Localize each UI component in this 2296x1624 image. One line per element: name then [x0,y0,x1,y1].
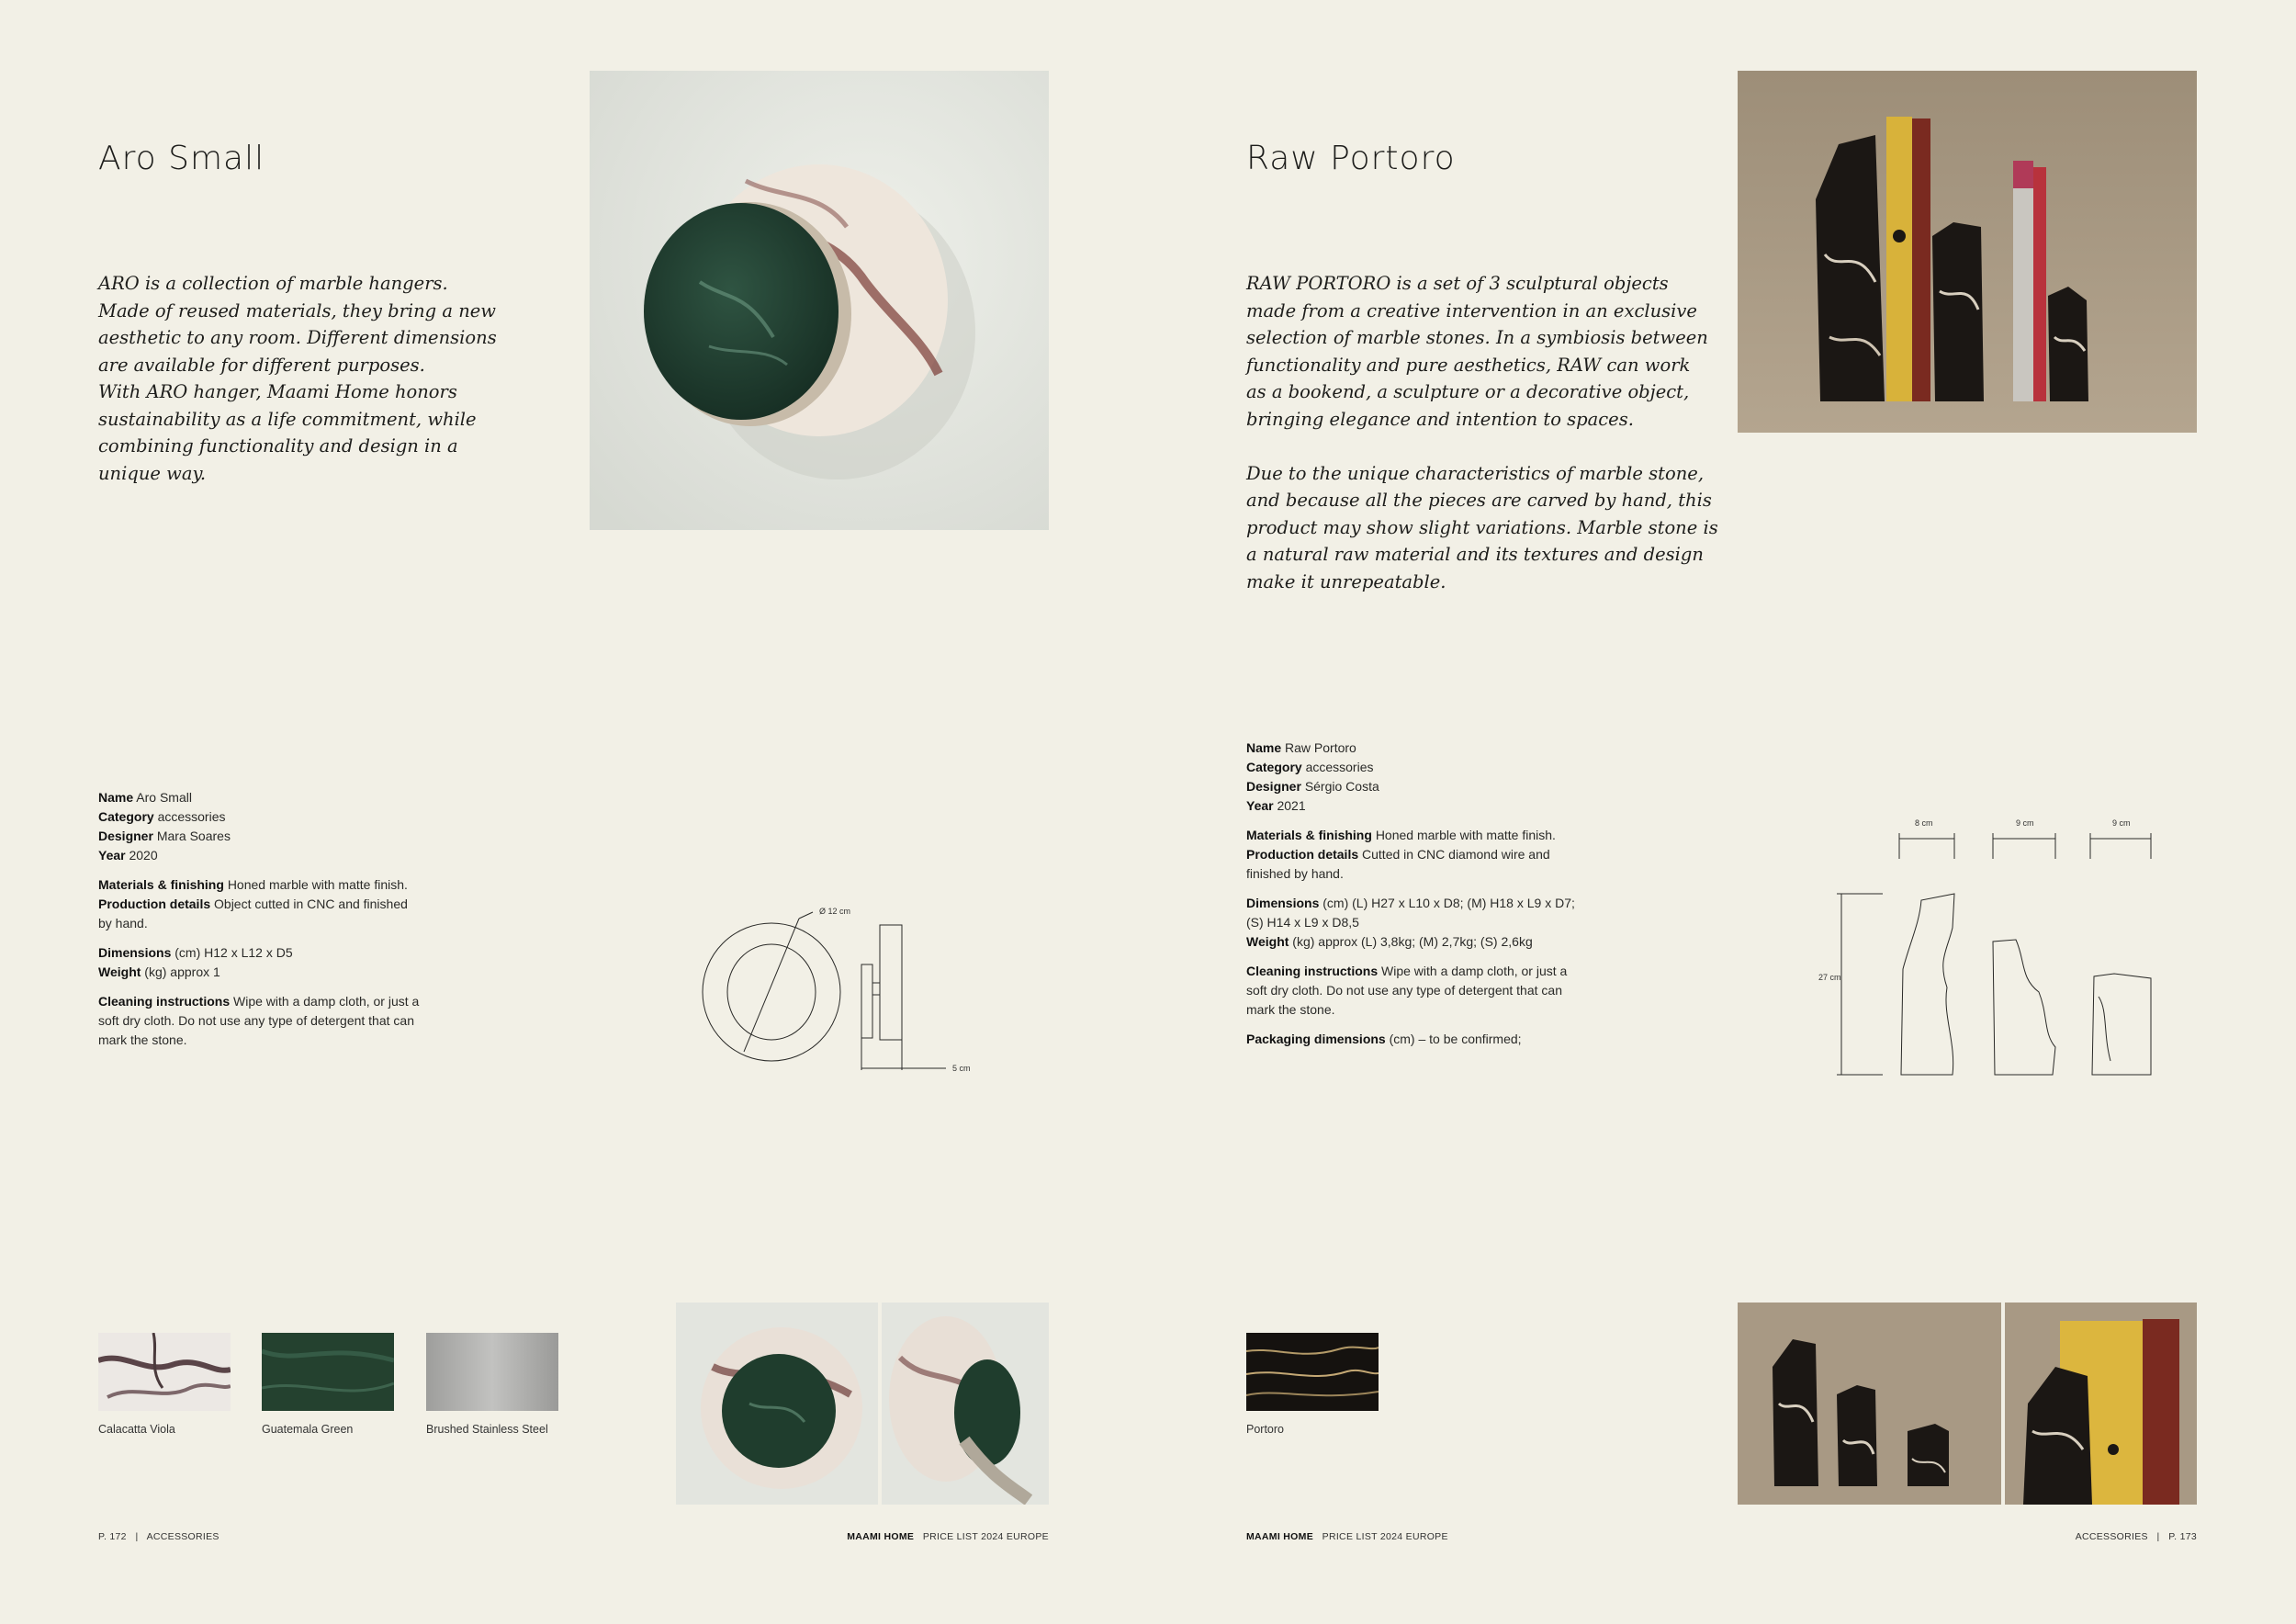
spec-label: Weight [98,964,141,979]
spec-value: accessories [1305,760,1374,774]
intro-line: ARO is a collection of marble hangers. [98,273,448,294]
swatch-label: Brushed Stainless Steel [426,1423,548,1436]
footer-separator: | [2156,1531,2160,1542]
swatch-brushed-stainless-steel [426,1333,558,1436]
swatch-calacatta-viola [98,1333,231,1436]
spec-value: Sérgio Costa [1304,779,1379,794]
spec-value: Cutted in CNC diamond wire and [1362,847,1550,862]
swatch-label: Guatemala Green [262,1423,354,1436]
spec-value: soft dry cloth. Do not use any type of detergent that can [1246,983,1562,998]
spec-value: accessories [157,809,226,824]
left-spec-sheet [98,788,521,1060]
right-spec-sheet [1246,739,1669,1059]
spec-value: 2021 [1277,798,1306,813]
intro-line: product may show slight variations. Marble stone is [1246,516,1718,538]
width-label-small: 9 cm [2112,818,2131,828]
intro-line: functionality and pure aesthetics, RAW can work [1246,354,1691,376]
spec-label: Category [1246,760,1302,774]
spec-value: (cm) (L) H27 x L10 x D8; (M) H18 x L9 x D7; [1322,896,1575,910]
intro-line: aesthetic to any room. Different dimensions [98,327,497,348]
intro-line: unique way. [98,462,207,484]
spec-label: Production details [98,897,211,911]
right-footer-brand [1246,1531,1448,1542]
page-number: P. 173 [2168,1531,2197,1542]
intro-line: RAW PORTORO is a set of 3 sculptural objects [1246,273,1669,294]
raw-portoro-bookend-photo [2005,1303,2197,1505]
spec-label: Cleaning instructions [98,994,231,1009]
intro-line: and because all the pieces are carved by hand, this [1246,490,1712,511]
intro-line: made from a creative intervention in an exclusive [1246,299,1697,321]
footer-section: ACCESSORIES [146,1531,219,1542]
portoro-swatch-image [1246,1333,1379,1411]
depth-label: 5 cm [952,1064,971,1073]
swatch-label: Portoro [1246,1423,1284,1436]
width-label-large: 8 cm [1915,818,1933,828]
left-footer-brand [847,1531,1049,1542]
left-intro-text [98,270,521,487]
spec-label: Year [1246,798,1274,813]
spec-value: Wipe with a damp cloth, or just a [233,994,420,1009]
spec-value: (S) H14 x L9 x D8,5 [1246,915,1359,930]
footer-catalog: PRICE LIST 2024 EUROPE [1322,1531,1448,1542]
brushed-steel-swatch-image [426,1333,558,1411]
spec-label: Dimensions [1246,896,1320,910]
spec-value: (kg) approx (L) 3,8kg; (M) 2,7kg; (S) 2,6kg [1292,934,1533,949]
left-product-title: Aro Small [98,140,265,177]
spec-value: finished by hand. [1246,866,1344,881]
spec-label: Name [98,790,134,805]
intro-line: Due to the unique characteristics of marble stone, [1246,462,1705,484]
spec-label: Production details [1246,847,1359,862]
spec-value: (kg) approx 1 [144,964,220,979]
raw-portoro-technical-drawing [1818,813,2167,1079]
spec-value: Mara Soares [156,829,231,843]
spec-value: (cm) – to be confirmed; [1389,1032,1522,1046]
aro-front-photo [676,1303,878,1505]
spec-label: Category [98,809,154,824]
right-product-title: Raw Portoro [1246,140,1456,177]
calacatta-viola-swatch-image [98,1333,231,1411]
intro-line: combining functionality and design in a [98,435,458,457]
spec-value: Aro Small [136,790,192,805]
spec-label: Designer [1246,779,1301,794]
swatch-portoro [1246,1333,1379,1436]
spec-label: Name [1246,740,1282,755]
intro-line: With ARO hanger, Maami Home honors [98,381,457,402]
swatch-label: Calacatta Viola [98,1423,175,1436]
spec-label: Packaging dimensions [1246,1032,1386,1046]
footer-brand: MAAMI HOME [1246,1531,1313,1542]
spec-value: mark the stone. [98,1032,187,1047]
intro-line: make it unrepeatable. [1246,570,1446,592]
footer-catalog: PRICE LIST 2024 EUROPE [922,1531,1049,1542]
right-footer-page [2076,1531,2197,1542]
footer-brand: MAAMI HOME [847,1531,915,1542]
left-footer-page [98,1531,219,1542]
swatch-guatemala-green [262,1333,394,1436]
spec-label: Designer [98,829,153,843]
spec-label: Materials & finishing [98,877,224,892]
spec-value: by hand. [98,916,148,930]
diameter-label: Ø 12 cm [819,907,851,916]
intro-line: Made of reused materials, they bring a new [98,299,496,321]
aro-side-photo [882,1303,1049,1505]
aro-technical-drawing [680,896,992,1084]
spec-value: mark the stone. [1246,1002,1335,1017]
spec-label: Cleaning instructions [1246,964,1379,978]
intro-line: sustainability as a life commitment, while [98,408,477,430]
footer-section: ACCESSORIES [2075,1531,2148,1542]
height-label: 27 cm [1818,973,1841,982]
intro-line: a natural raw material and its textures and design [1246,544,1704,565]
aro-hanger-photo [590,71,1049,530]
spec-value: Honed marble with matte finish. [1375,828,1556,842]
spec-value: Object cutted in CNC and finished [214,897,408,911]
intro-line: are available for different purposes. [98,354,425,376]
spec-label: Materials & finishing [1246,828,1372,842]
right-intro-text [1246,270,1724,595]
raw-portoro-photo [1738,71,2197,433]
spec-label: Dimensions [98,945,172,960]
spec-value: (cm) H12 x L12 x D5 [174,945,293,960]
spec-value: soft dry cloth. Do not use any type of detergent that can [98,1013,414,1028]
intro-line: selection of marble stones. In a symbiosis between [1246,327,1708,348]
spec-label: Year [98,848,126,863]
width-label-medium: 9 cm [2016,818,2034,828]
guatemala-green-swatch-image [262,1333,394,1411]
spec-value: 2020 [129,848,158,863]
intro-line: bringing elegance and intention to spaces. [1246,408,1634,430]
spec-value: Wipe with a damp cloth, or just a [1381,964,1568,978]
spec-label: Weight [1246,934,1289,949]
raw-portoro-set-photo [1738,1303,2001,1505]
spec-value: Honed marble with matte finish. [227,877,408,892]
spec-value: Raw Portoro [1285,740,1356,755]
footer-separator: | [135,1531,139,1542]
page-number: P. 172 [98,1531,127,1542]
intro-line: as a bookend, a sculpture or a decorative object, [1246,381,1690,402]
